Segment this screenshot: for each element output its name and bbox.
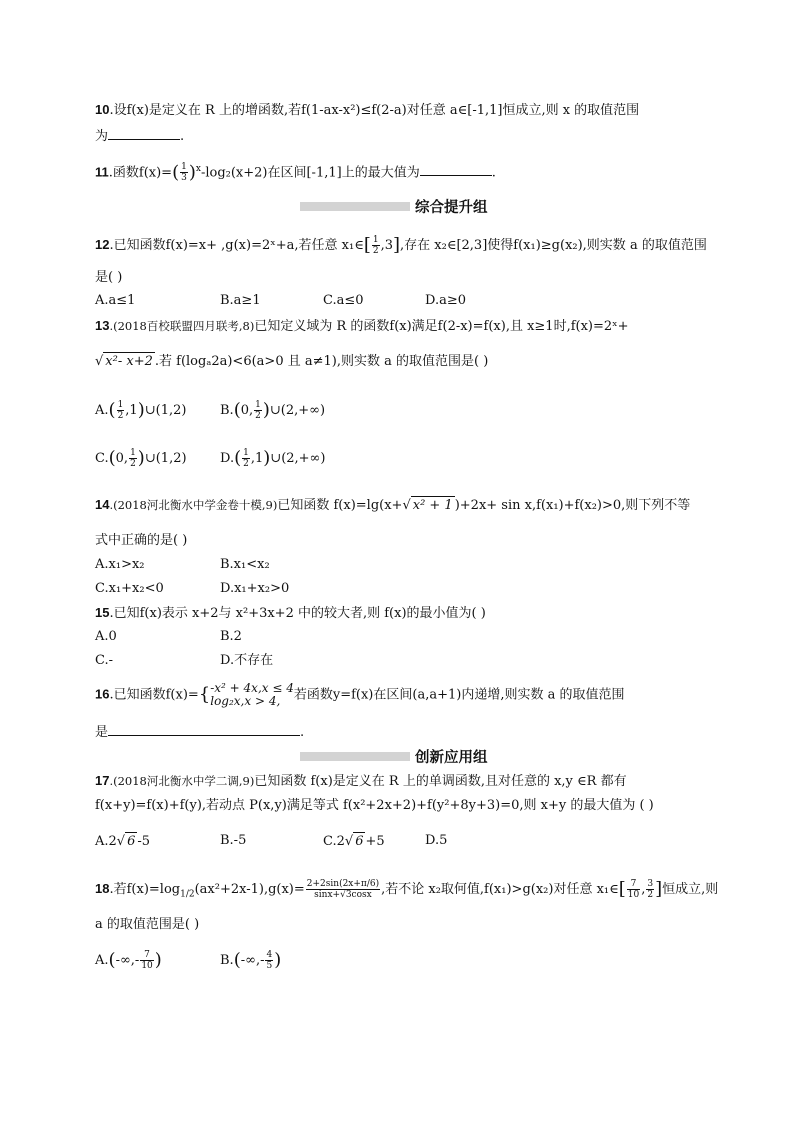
q14-text-a: 已知函数 f(x)=lg(x+	[277, 498, 403, 513]
q13-option-a[interactable]: A.( $\frac{1}{2}$ ,1)∪(1,2)	[95, 399, 187, 421]
q17-option-a[interactable]: A.2√ 6 -5	[95, 834, 151, 849]
q13-option-b[interactable]: B.(0, $\frac{1}{2}$ )∪(2,+∞)	[220, 399, 326, 421]
section-title: 综合提升组	[415, 200, 488, 216]
q17-line1	[95, 772, 627, 791]
q16-post: 若函数y=f(x)在区间(a,a+1)内递增,则实数 a 的取值范围	[293, 687, 625, 703]
q13-line2: √ x²- x+2 .若 f(logₐ2a)<6(a>0 且 a≠1),则实数 a 的取值范围是( )	[95, 354, 489, 369]
q17-text: 已知函数 f(x)是定义在 R 上的单调函数,且对任意的 x,y ∈R 都有	[254, 774, 627, 789]
q12-post: ,存在 x₂∈[2,3]使得f(x₁)≥g(x₂),则实数 a 的取值范围	[400, 238, 707, 253]
q10-answer-blank[interactable]	[108, 126, 180, 140]
q13-source: .(2018百校联盟四月联考,8)	[109, 319, 255, 333]
q15-option-c[interactable]: C.-	[95, 653, 114, 668]
q12-number: 12	[95, 237, 110, 252]
q12-line1: 12.已知函数f(x)=x+ ,g(x)=2ˣ+a,若任意 x₁∈[ $\frac{1}{2}$ ,3],存在 x₂∈[2,3]使得f(x₁)≥g(x₂),则实数 a 的取值范围	[95, 234, 707, 256]
q10-prefix: 为	[95, 129, 109, 144]
q10-text: .设f(x)是定义在 R 上的增函数,若f(1-ax-x²)≤f(2-a)对任意 a∈[-1,1]恒成立,则 x 的取值范围	[109, 103, 640, 118]
q15-option-a[interactable]: A.0	[95, 629, 117, 644]
q18-number: 18	[95, 881, 110, 896]
section-title: 创新应用组	[415, 750, 488, 766]
q12-option-b[interactable]: B.a≥1	[220, 293, 261, 308]
q18-line2: a 的取值范围是( )	[95, 917, 200, 932]
q14-source: .(2018河北衡水中学金卷十模,9)	[109, 498, 278, 512]
q11-end: .	[491, 165, 496, 181]
q14-line1: 14.(2018河北衡水中学金卷十模,9)已知函数 f(x)=lg(x+√ x² + 1 )+2x+ sin x,f(x₁)+f(x₂)>0,则下列不等	[95, 497, 691, 513]
q18-option-a[interactable]: A.(-∞,- $\frac{7}{10}$ )	[95, 949, 162, 971]
q18-tail: 恒成立,则	[662, 882, 719, 897]
q17-source: .(2018河北衡水中学二调,9)	[109, 774, 255, 788]
q18-log-base: 1/2	[180, 889, 195, 900]
q17-option-d[interactable]: D.5	[425, 833, 448, 848]
q16-answer-blank[interactable]	[108, 722, 300, 736]
q13-line1	[95, 317, 629, 336]
q14-line2: 式中正确的是( )	[95, 533, 188, 548]
q14-text-b: )+2x+ sin x,f(x₁)+f(x₂)>0,则下列不等	[454, 498, 691, 513]
q12-option-c[interactable]: C.a≤0	[323, 293, 364, 308]
q13-option-c[interactable]: C.(0, $\frac{1}{2}$ )∪(1,2)	[95, 447, 187, 469]
q18-g-fraction: $\frac{2+2\sin(2x+\pi/6)}{\sin x+√3\cos x}$	[306, 879, 380, 900]
q10-number: 10	[95, 102, 110, 117]
section-bar	[300, 752, 410, 761]
q11-fraction: $\frac{1}{3}$	[181, 162, 187, 184]
q14-option-a[interactable]: A.x₁>x₂	[95, 557, 145, 572]
q14-option-d[interactable]: D.x₁+x₂>0	[220, 581, 290, 596]
q18-pre: .若f(x)=log	[109, 882, 181, 897]
q18-post: ,若不论 x₂取何值,f(x₁)>g(x₂)对任意 x₁∈	[381, 882, 619, 897]
q14-option-c[interactable]: C.x₁+x₂<0	[95, 581, 164, 596]
q17-number: 17	[95, 773, 110, 788]
q16-piecewise: -x² + 4x,x ≤ 4 log₂x,x > 4,	[210, 681, 294, 708]
q17-option-c[interactable]: C.2√ 6 +5	[323, 834, 385, 849]
q17-line2: f(x+y)=f(x)+f(y),若动点 P(x,y)满足等式 f(x²+2x+2)+f(y²+8y+3)=0,则 x+y 的最大值为 ( )	[95, 798, 654, 813]
q10-line2	[95, 126, 184, 146]
q12-pre: .已知函数f(x)=x+ ,g(x)=2ˣ+a,若任意 x₁∈	[109, 238, 364, 253]
q11-pre: .函数f(x)=	[108, 165, 173, 181]
q18-line1: 18.若$f(x)=\log_{1/2}(ax^2+2x-1),g(x)=$ $\frac{2+2\sin(2x+\pi/6)}{\sin x+√3\cos x}$ ,若不论 x₂取何值,f(x₁)>g(x₂)对任意 x₁∈[ $\frac{7}{10}$ , $\frac{3}{2}$ ]恒成立,则	[95, 878, 719, 900]
q11-line: 11.函数f(x)=( $\frac{1}{3}$ )$^x$-log₂(x+2)在区间[-1,1]上的最大值为 .	[95, 161, 496, 184]
q14-radical: x² + 1	[412, 498, 453, 513]
q16-prefix: 是	[95, 725, 109, 740]
q10-suffix: .	[180, 129, 185, 144]
q15-number: 15	[95, 605, 110, 620]
q16-line1: 16.已知函数f(x)={ -x² + 4x,x ≤ 4 log₂x,x > 4, 若函数y=f(x)在区间(a,a+1)内递增,则实数 a 的取值范围	[95, 681, 625, 708]
q11-exponent: x	[195, 164, 201, 174]
q14-number: 14	[95, 497, 110, 512]
q13-radical: x²- x+2	[105, 354, 153, 369]
q15-line1	[95, 604, 486, 623]
q18-option-b[interactable]: B.(-∞,- $\frac{4}{5}$ )	[220, 949, 282, 971]
q15-option-b[interactable]: B.2	[220, 629, 242, 644]
q10-line1	[95, 101, 639, 120]
q12-option-d[interactable]: D.a≥0	[425, 293, 467, 308]
q12-option-a[interactable]: A.a≤1	[95, 293, 136, 308]
q12-mid: ,3	[380, 238, 393, 253]
q16-pre: .已知函数f(x)=	[109, 687, 199, 703]
q16-suffix: .	[300, 725, 305, 740]
q12-fraction: $\frac{1}{2}$	[372, 235, 379, 256]
q11-number: 11	[95, 164, 109, 180]
q15-text: .已知f(x)表示 x+2与 x²+3x+2 中的较大者,则 f(x)的最小值为( )	[109, 606, 486, 621]
q13-number: 13	[95, 318, 110, 333]
q13-text: 已知定义域为 R 的函数f(x)满足f(2-x)=f(x),且 x≥1时,f(x)=2ˣ+	[254, 319, 629, 334]
q18-mid: (ax²+2x-1),g(x)=	[194, 882, 305, 897]
q16-number: 16	[95, 686, 110, 702]
q13-option-d[interactable]: D.( $\frac{1}{2}$ ,1)∪(2,+∞)	[220, 447, 326, 469]
q16-line2	[95, 722, 304, 742]
q15-option-d[interactable]: D.不存在	[220, 653, 274, 668]
q11-post: -log₂(x+2)在区间[-1,1]上的最大值为	[200, 165, 420, 181]
q13-text2: .若 f(logₐ2a)<6(a>0 且 a≠1),则实数 a 的取值范围是( )	[154, 354, 489, 369]
q17-option-b[interactable]: B.-5	[220, 833, 247, 848]
section-bar	[300, 202, 410, 211]
q14-option-b[interactable]: B.x₁<x₂	[220, 557, 270, 572]
q11-answer-blank[interactable]	[420, 162, 492, 176]
q12-line2: 是( )	[95, 270, 123, 285]
